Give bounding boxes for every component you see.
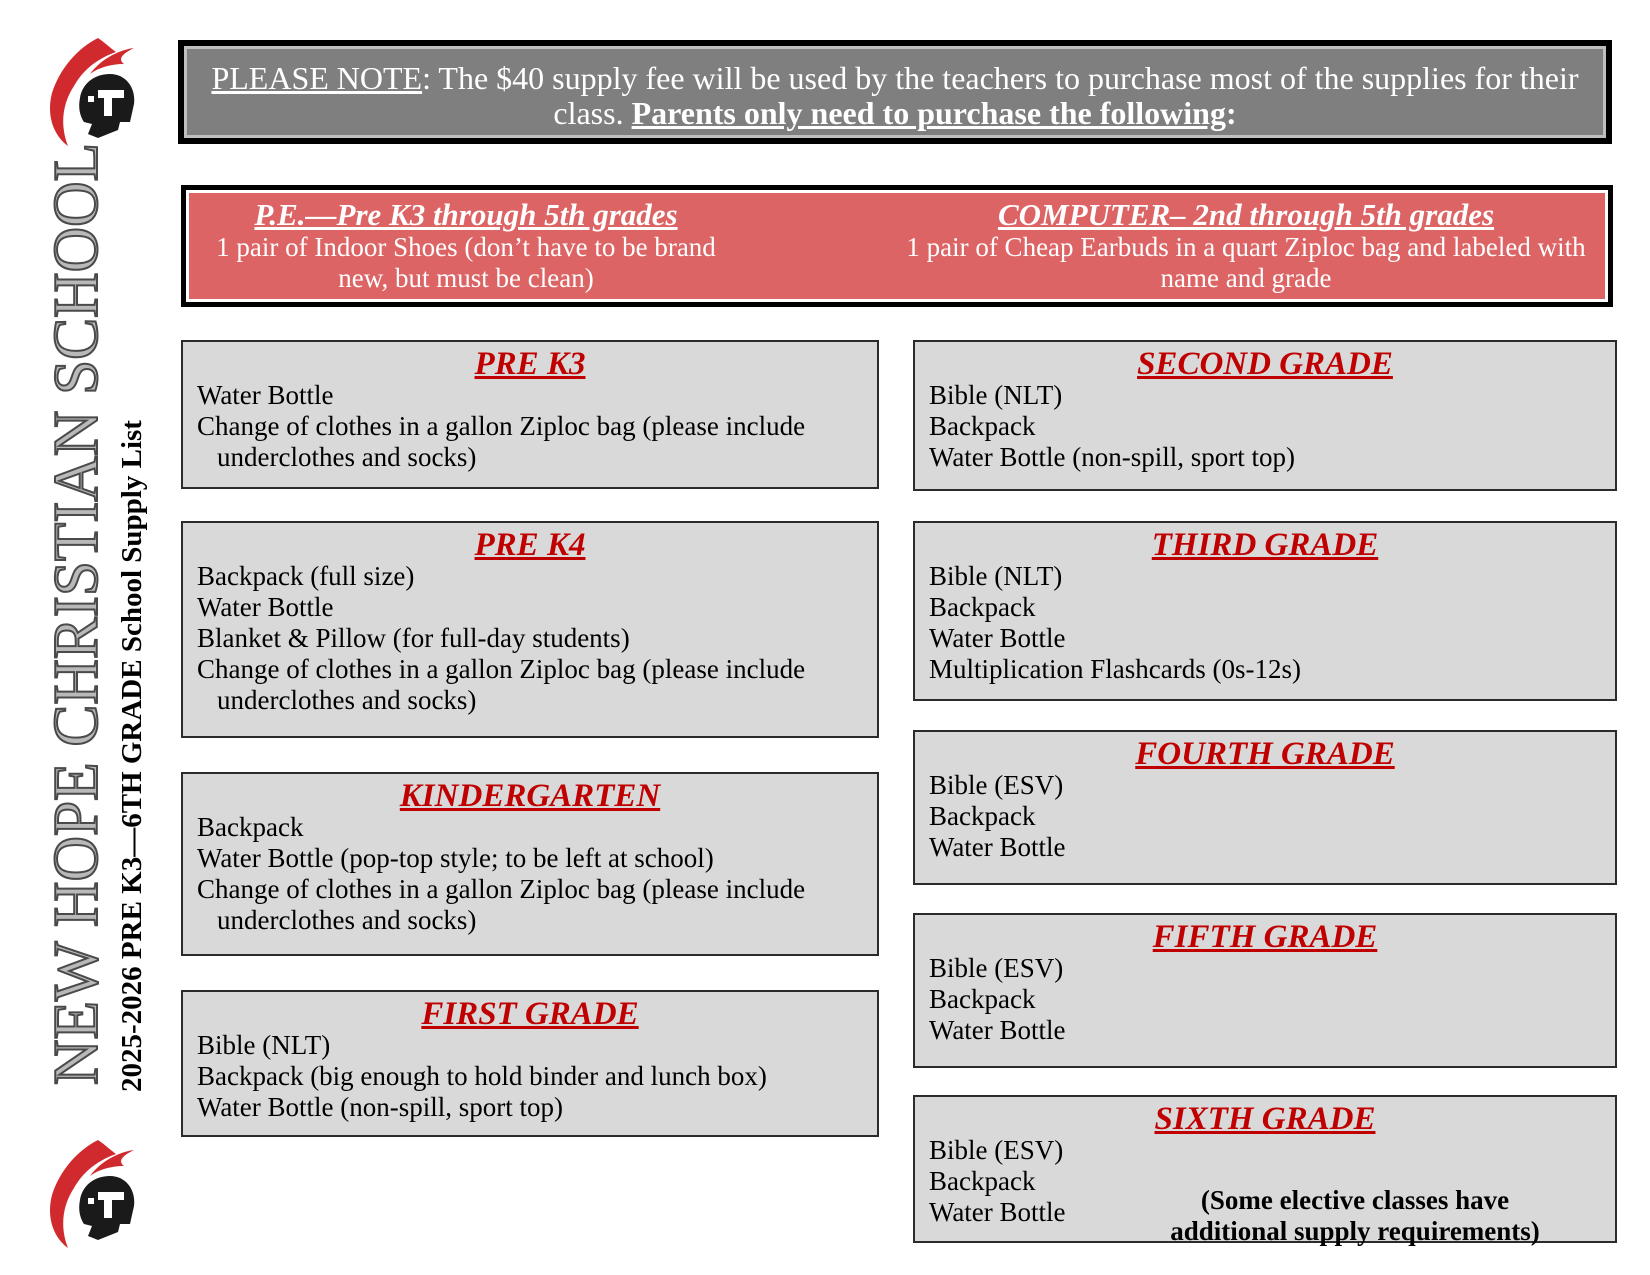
supply-list-title: 2025-2026 PRE K3—6TH GRADE School Supply List <box>116 420 148 1092</box>
note-text: : The $40 supply fee will be used by the teachers to purchase most of the supplies for their class. <box>422 60 1579 131</box>
supply-item: Change of clothes in a gallon Ziploc bag (please include underclothes and socks) <box>197 654 806 715</box>
grade-box-third <box>913 521 1617 701</box>
supply-item: Backpack (big enough to hold binder and lunch box) <box>197 1061 767 1091</box>
school-name-text: NEW HOPE CHRISTIAN SCHOOL <box>41 142 111 1085</box>
grade-title: PRE K4 <box>474 527 586 563</box>
logo-bottom <box>38 1140 148 1255</box>
supply-item: Water Bottle <box>197 380 334 410</box>
supply-item: Bible (ESV) <box>929 770 1064 800</box>
supply-item: Change of clothes in a gallon Ziploc bag (please include underclothes and socks) <box>197 874 806 935</box>
supply-item: Water Bottle (non-spill, sport top) <box>929 442 1296 472</box>
grade-title: FIFTH GRADE <box>1152 919 1378 955</box>
supply-item: Water Bottle (non-spill, sport top) <box>197 1092 564 1122</box>
supply-item: Water Bottle <box>929 1015 1066 1045</box>
pe-title: P.E.—Pre K3 through 5th grades <box>254 197 678 232</box>
supply-item: Bible (NLT) <box>929 380 1063 410</box>
supply-item: Blanket & Pillow (for full-day students) <box>197 623 630 653</box>
grade-title: PRE K3 <box>474 346 586 382</box>
grade-box-sixth <box>913 1095 1617 1246</box>
grade-title: FIRST GRADE <box>421 996 639 1032</box>
supply-item: Bible (NLT) <box>929 561 1063 591</box>
grade-title: SECOND GRADE <box>1137 346 1393 382</box>
school-name <box>41 142 111 1085</box>
supply-item: Water Bottle <box>197 592 334 622</box>
supply-item: Backpack <box>929 1166 1036 1196</box>
supply-item: Bible (ESV) <box>929 953 1064 983</box>
grade-box-fifth <box>913 913 1617 1068</box>
supply-item: Water Bottle <box>929 623 1066 653</box>
pe-text: 1 pair of Indoor Shoes (don’t have to be brand new, but must be clean) <box>216 232 716 293</box>
grade-box-kindergarten <box>181 772 879 956</box>
computer-section <box>906 198 1586 294</box>
supply-item: Backpack <box>929 411 1036 441</box>
grade-title: KINDERGARTEN <box>399 778 661 814</box>
elective-note: (Some elective classes have additional supply requirements) <box>1170 1185 1540 1246</box>
note-banner <box>178 40 1612 144</box>
grade-box-fourth <box>913 730 1617 885</box>
supply-item: Change of clothes in a gallon Ziploc bag (please include underclothes and socks) <box>197 411 806 472</box>
supply-item: Bible (ESV) <box>929 1135 1064 1165</box>
note-emphasis: Parents only need to purchase the following <box>631 95 1226 131</box>
supply-item: Backpack <box>197 812 304 842</box>
supply-item: Backpack (full size) <box>197 561 415 591</box>
supply-item: Backpack <box>929 592 1036 622</box>
computer-title: COMPUTER– 2nd through 5th grades <box>997 197 1495 232</box>
supply-item: Water Bottle <box>929 1197 1066 1227</box>
grade-box-prek3 <box>181 340 879 489</box>
grade-title: THIRD GRADE <box>1151 527 1379 563</box>
grade-box-second <box>913 340 1617 491</box>
supply-item: Multiplication Flashcards (0s-12s) <box>929 654 1301 684</box>
supply-item: Water Bottle <box>929 832 1066 862</box>
computer-text: 1 pair of Cheap Earbuds in a quart Ziploc bag and labeled with name and grade <box>906 232 1586 293</box>
note-end: : <box>1225 95 1237 131</box>
note-lead: PLEASE NOTE <box>211 60 423 96</box>
supply-item: Backpack <box>929 801 1036 831</box>
supply-item: Water Bottle (pop-top style; to be left at school) <box>197 843 714 873</box>
spartan-helmet-icon <box>38 1140 148 1255</box>
pe-section <box>206 198 726 294</box>
logo-top <box>38 38 148 153</box>
grade-title: FOURTH GRADE <box>1135 736 1395 772</box>
grade-box-first <box>181 990 879 1137</box>
spartan-helmet-icon <box>38 38 148 153</box>
grade-box-prek4 <box>181 521 879 738</box>
special-classes-banner <box>181 185 1613 307</box>
supply-item: Backpack <box>929 984 1036 1014</box>
supply-item: Bible (NLT) <box>197 1030 331 1060</box>
grade-title: SIXTH GRADE <box>1154 1101 1376 1137</box>
